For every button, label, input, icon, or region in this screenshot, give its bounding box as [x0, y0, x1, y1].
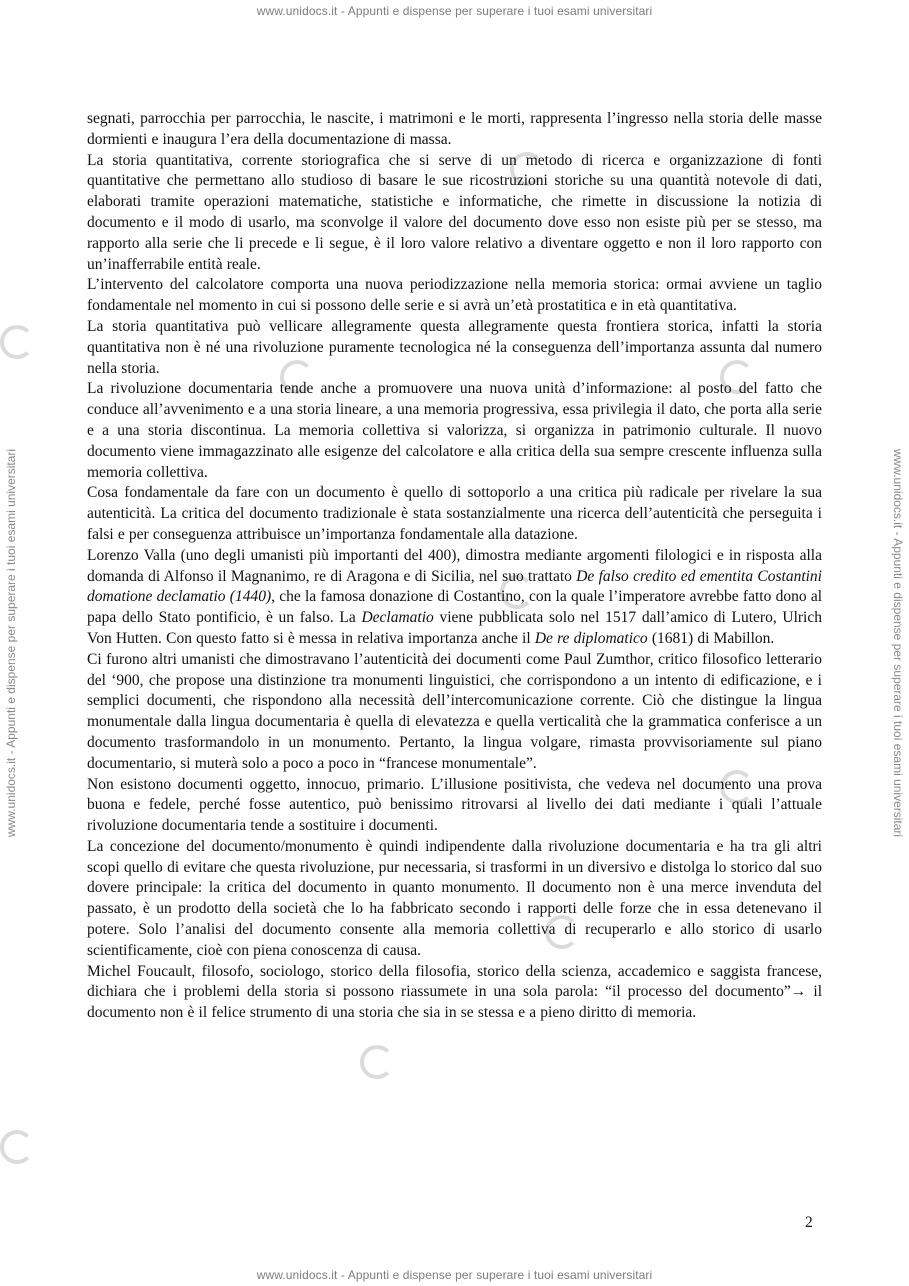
paragraph: La storia quantitativa, corrente storiografica che si serve di un metodo di ricerca e organizzazione di fonti quantitative che permettano allo studioso di basare le sue ricostruzioni storiche su una quantità notevole di dati, elaborati tramite operazioni matematiche, statistiche e informatiche, che rimette in discussione la notizia di documento e il modo di usarlo, ma sconvolge il valore del documento dove esso non esiste più per se stesso, ma rapporto alla serie che li precede e li segue, è il loro valore relativo a diventare oggetto e non il loro rapporto con un’inafferrabile entità reale. — [87, 151, 822, 273]
paragraph: La concezione del documento/monumento è quindi indipendente dalla rivoluzione documentaria e ha tra gli altri scopi quello di evitare che questa rivoluzione, pur necessaria, si trasformi in un diversivo e distolga lo storico dal suo dovere principale: la critica del documento in quanto monumento. Il documento non è una merce invenduta del passato, è un prodotto della società che lo ha fabbricato secondo i rapporti delle forze che in essa detenevano il potere. Solo l’analisi del documento consente alla memoria collettiva di recuperarlo e allo storico di usarlo scientificamente, cioè con piena conoscenza di causa. — [87, 837, 822, 959]
watermark-bottom: www.unidocs.it - Appunti e dispense per superare i tuoi esami universitari — [256, 1268, 653, 1282]
paragraph: L’intervento del calcolatore comporta una nuova periodizzazione nella memoria storica: ormai avviene un taglio fondamentale nel momento in cui si possono delle serie e si avrà un’età prostatitica e in età quantitativa. — [87, 276, 822, 315]
paragraph: Cosa fondamentale da fare con un documento è quello di sottoporlo a una critica più radicale per rivelare la sua autenticità. La critica del documento tradizionale è stata sostanzialmente una ricerca dell’autenticità che perseguita i falsi e per conseguenza attribuisce un’importanza fondamentale alla datazione. — [87, 484, 822, 543]
text-run: viene pubblicata solo nel 1517 dall’amico di Lutero, Ulrich Von Hutten. Con questo fatto si è messa in relativa importanza anche il — [87, 609, 822, 647]
paragraph: segnati, parrocchia per parrocchia, le nascite, i matrimoni e le morti, rappresenta l’ingresso nella storia delle masse dormienti e inaugura l’era della documentazione di massa. — [87, 110, 822, 148]
page-number: 2 — [805, 1214, 813, 1231]
book-title: De re diplomatico — [534, 629, 648, 647]
watermark-right: www.unidocs.it - Appunti e dispense per superare i tuoi esami universitari — [891, 448, 905, 838]
book-title: De falso credito ed ementita Costantini domatione declamatio (1440), — [87, 567, 822, 606]
paragraph: La rivoluzione documentaria tende anche a promuovere una nuova unità d’informazione: al posto del fatto che conduce all’avvenimento e a una storia lineare, a una memoria progressiva, essa privilegia il dato, che porta alla serie e a una storia discontinua. La memoria collettiva si valorizza, si organizza in patrimonio culturale. Il nuovo documento viene immagazzinato alle esigenze del calcolatore e alla critica della sua sempre crescente influenza sulla memoria collettiva. — [87, 380, 822, 481]
paragraph: Ci furono altri umanisti che dimostravano l’autenticità dei documenti come Paul Zumthor, critico filosofico letterario del ‘900, che propose una distinzione tra monumenti linguistici, che corrispondono a un intento di edificazione, e i semplici documenti, che rispondono alla necessità dell’intercomunicazione corrente. Ciò che distingue la lingua monumentale dalla lingua documentaria è quella di elevatezza e quella verticalità che la grammatica conferisce a un documento trasformandolo in un monumento. Pertanto, la lingua volgare, rimasta provvisoriamente sul piano documentario, si muterà solo a poco a poco in “francese monumentale”. — [87, 650, 822, 772]
watermark-logo-icon — [360, 1045, 394, 1079]
watermark-logo-icon — [0, 325, 34, 359]
paragraph: La storia quantitativa può vellicare allegramente questa allegramente questa frontiera storica, infatti la storia quantitativa non è né una rivoluzione puramente tecnologica né la conseguenza dell’importanza assunta dal numero nella storia. — [87, 317, 822, 377]
paragraph: Non esistono documenti oggetto, innocuo, primario. L’illusione positivista, che vedeva nel documento una prova buona e fedele, perché fosse autentico, può benissimo ritrovarsi al livello dei dati mediante i quali l’attuale rivoluzione documentaria tende a sostituire i documenti. — [87, 775, 822, 835]
paragraph-valla — [87, 546, 822, 650]
book-title: Declamatio — [361, 609, 434, 627]
text-run: che la famosa donazione di Costantino, con la quale l’imperatore avrebbe fatto dono al papa dello Stato pontificio, è un falso. La — [87, 588, 823, 627]
watermark-left: www.unidocs.it - Appunti e dispense per superare i tuoi esami universitari — [4, 448, 18, 838]
paragraph: Michel Foucault, filosofo, sociologo, storico della filosofia, storico della scienza, accademico e saggista francese, dichiara che i problemi della storia si possono riassumete in una sola parola: “il processo del documento”→ il documento non è il felice strumento di una storia che sia in se stessa e a pieno diritto di memoria. — [87, 962, 822, 1022]
text-run: Lorenzo Valla (uno degli umanisti più importanti del 400), dimostra mediante argomenti filologici e in risposta alla domanda di Alfonso il Magnanimo, re di Aragona e di Sicilia, nel suo trattato — [87, 546, 822, 585]
watermark-top: www.unidocs.it - Appunti e dispense per superare i tuoi esami universitari — [256, 4, 653, 18]
text-run: (1681) di Mabillon. — [647, 629, 775, 647]
watermark-logo-icon — [0, 1130, 34, 1164]
document-body — [87, 109, 822, 1024]
